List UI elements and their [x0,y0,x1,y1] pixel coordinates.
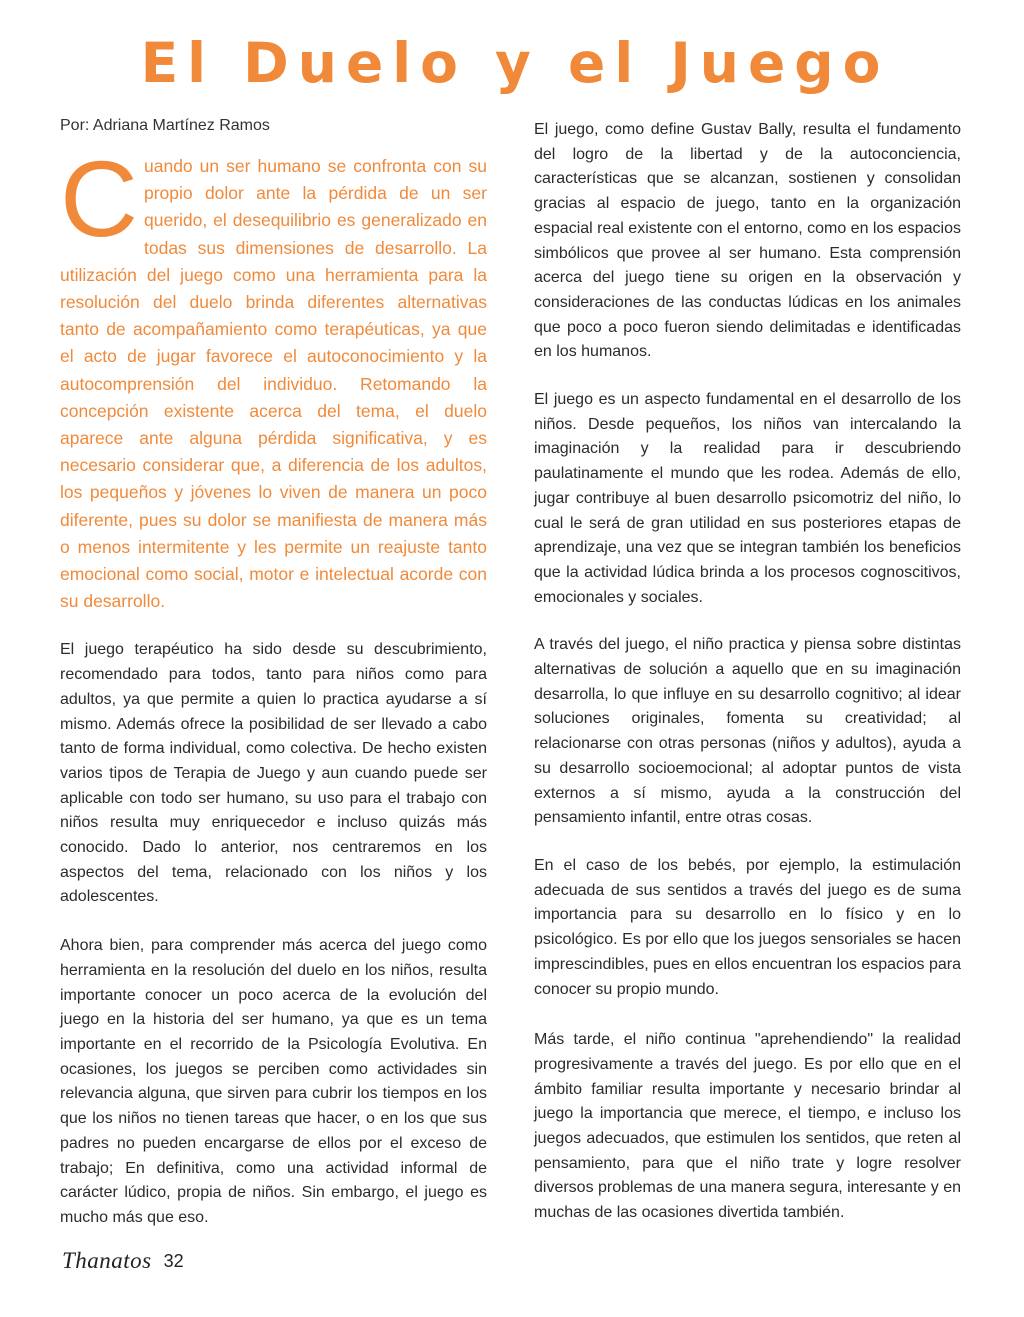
lead-text: uando un ser humano se confronta con su propio dolor ante la pérdida de un ser querido, el desequilibrio es generalizado en todas sus dimensiones de desarrollo. La utilización del juego como una herramienta para la resolución del duelo brinda diferentes alternativas tanto de acompañamiento como terapéuticas, ya que el acto de jugar favorece el autoconocimiento y la autocomprensión del individuo. Retomando la concepción existente acerca del tema, el duelo aparece ante alguna pérdida significativa, y es necesario considerar que, a diferencia de los adultos, los pequeños y jóvenes lo viven de manera un poco diferente, pues su dolor se manifiesta de manera más o menos intermitente y les permite un reajuste tanto emocional como social, motor e intelectual acorde con su desarrollo. [60,156,487,612]
magazine-name: Thanatos [62,1248,152,1273]
body-paragraph: Más tarde, el niño continua "aprehendiendo" la realidad progresivamente a través del juego. Es por ello que en el ámbito familiar resulta importante y necesario brindar al juego la importancia que merece, el tiempo, e incluso los juegos adecuados, que estimulen los sentidos, que reten al pensamiento, para que el niño trate y logre resolver diversos problemas de una manera segura, interesante y en muchas de las ocasiones divertida también. [534,1031,961,1222]
body-paragraph: A través del juego, el niño practica y piensa sobre distintas alternativas de solución a aquello que en su imaginación desarrolla, lo que influye en su desarrollo cognitivo; al idear soluciones originales, fomenta su creatividad; al relacionarse con otras personas (niños y adultos), ayuda a su desarrollo socioemocional; al adoptar puntos de vista externos a sí mismo, ayuda a la construcción del pensamiento infantil, entre otras cosas. [534,636,961,827]
body-paragraph: El juego terapéutico ha sido desde su descubrimiento, recomendado para todos, tanto para niños como para adultos, ya que permite a quien lo practica ayudarse a sí mismo. Además ofrece la posibilidad de ser llevado a cabo tanto de forma individual, como colectiva. De hecho existen varios tipos de Terapia de Juego y aun cuando puede ser aplicable con todo ser humano, su uso para el trabajo con niños resulta muy enriquecedor e incluso quizás más conocido. Dado lo anterior, nos centraremos en los aspectos del tema, relacionado con los niños y los adolescentes. [60,641,487,906]
body-paragraph: Ahora bien, para comprender más acerca del juego como herramienta en la resolución del duelo en los niños, resulta importante conocer un poco acerca de la evolución del juego en la historia del ser humano, ya que es un tema importante en el recorrido de la Psicología Evolutiva. En ocasiones, los juegos se perciben como actividades sin relevancia alguna, que sirven para cubrir los tiempos en los que los niños no tienen tareas que hacer, o en los que sus padres no pueden encargarse de ellos por el exceso de trabajo; En definitiva, como una actividad informal de carácter lúdico, propia de niños. Sin embargo, el juego es mucho más que eso. [60,937,487,1226]
left-column [60,115,487,1231]
right-column [534,118,961,1226]
page-number: 32 [163,1250,184,1271]
drop-cap: C [60,138,138,259]
body-paragraph: En el caso de los bebés, por ejemplo, la estimulación adecuada de sus sentidos a través del juego es de suma importancia para su desarrollo en lo físico y en lo psicológico. Es por ello que los juegos sensoriales se hacen imprescindibles, pues en ellos encuentran los espacios para conocer su propio mundo. [534,856,961,998]
body-paragraph: El juego, como define Gustav Bally, resulta el fundamento del logro de la libertad y de la autoconciencia, características que se alcanzan, sostienen y consolidan gracias al espacio de juego, tanto en la organización espacial real existente con el entorno, como en los espacios simbólicos que provee al ser humano. Esta comprensión acerca del juego tiene su origen en la observación y consideraciones de las conductas lúdicas en los animales que poco a poco fueron siendo delimitadas e identificadas en los humanos. [534,121,961,361]
lead-paragraph [60,138,487,615]
article-title: El Duelo y el Juego [140,31,890,95]
byline: Por: Adriana Martínez Ramos [60,117,270,134]
body-paragraph: El juego es un aspecto fundamental en el desarrollo de los niños. Desde pequeños, los niños van intercalando la imaginación y la realidad para ir descubriendo paulatinamente el mundo que les rodea. Además de ello, jugar contribuye al buen desarrollo psicomotriz del niño, lo cual le será de gran utilidad en sus posteriores etapas de aprendizaje, una vez que se integran también los beneficios que la actividad lúdica brinda a los procesos cognoscitivos, emocionales y sociales. [534,391,961,606]
page-footer [62,1244,184,1278]
